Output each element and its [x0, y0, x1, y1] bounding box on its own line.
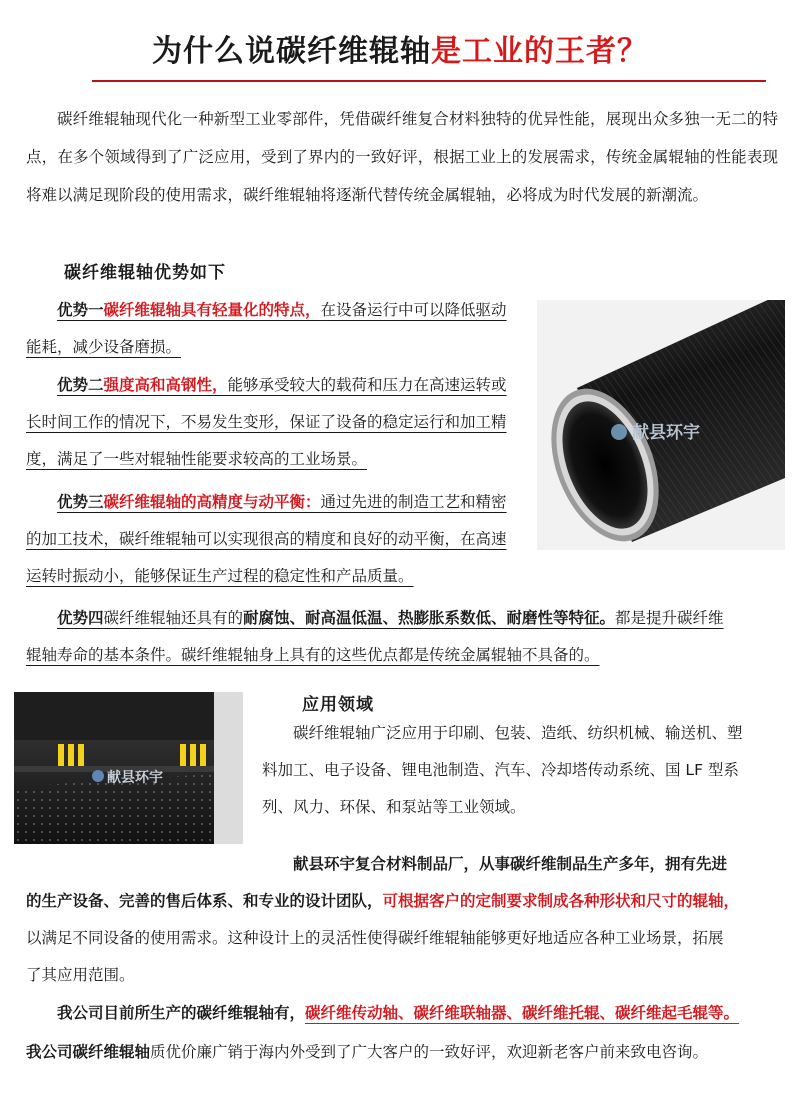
company-line3: 以满足不同设备的使用需求。这种设计上的灵活性使得碳纤维辊轴能够更好地适应各种工业场景，拓展: [26, 929, 724, 947]
advantage-4: [26, 600, 786, 674]
machine-image: [14, 692, 243, 844]
adv1-line2: 能耗，减少设备磨损。: [26, 338, 182, 356]
carbon-fiber-roller-image: [537, 300, 785, 550]
adv2-line1: 能够承受较大的载荷和压力在高速运转或: [227, 376, 507, 394]
application-heading: 应用领域: [302, 695, 374, 715]
adv4-features: 耐腐蚀、耐高温低温、热膨胀系数低、耐磨性等特征。: [243, 609, 616, 627]
products-list: 碳纤维传动轴、碳纤维联轴器、碳纤维托辊、碳纤维起毛辊等。: [305, 1004, 740, 1022]
adv1-highlight: 碳纤维辊轴具有轻量化的特点，: [103, 301, 321, 319]
products-paragraph: [26, 995, 786, 1032]
page-title: [0, 26, 800, 70]
adv3-line1: 通过先进的制造工艺和精密: [320, 493, 507, 511]
adv4-lead: 优势四: [57, 609, 104, 627]
products-lead: 我公司目前所生产的碳纤维辊轴有，: [57, 1004, 306, 1022]
advantages-heading: 碳纤维辊轴优势如下: [64, 263, 226, 283]
adv1-lead: 优势一: [57, 301, 104, 319]
adv4-line2: 辊轴寿命的基本条件。碳纤维辊轴身上具有的这些优点都是传统金属辊轴不具备的。: [26, 646, 600, 664]
app-line1: 碳纤维辊轴广泛应用于印刷、包装、造纸、纺织机械、输送机、塑: [293, 724, 743, 742]
watermark-machine: 献县环宇: [107, 770, 163, 786]
company-line2b: 可根据客户的定制要求制成各种形状和尺寸的辊轴，: [382, 892, 740, 910]
company-line2a: 的生产设备、完善的售后体系、和专业的设计团队，: [26, 892, 383, 910]
adv4-text2: 都是提升碳纤维: [615, 609, 724, 627]
adv3-line2: 的加工技术，碳纤维辊轴可以实现很高的精度和良好的动平衡，在高速: [26, 530, 507, 548]
company-line4: 了其应用范围。: [26, 966, 135, 984]
advantage-3: [26, 484, 538, 595]
title-divider: [92, 80, 766, 82]
adv1-line1: 在设备运行中可以降低驱动: [320, 301, 507, 319]
adv2-highlight: 强度高和高钢性，: [103, 376, 228, 394]
app-line2: 料加工、电子设备、锂电池制造、汽车、冷却塔传动系统、国 LF 型系: [262, 761, 739, 779]
adv3-lead: 优势三: [57, 493, 104, 511]
application-paragraph: [262, 715, 782, 826]
adv2-lead: 优势二: [57, 376, 104, 394]
title-part2: 是工业的王者？: [431, 34, 648, 69]
closing-text: 质优价廉广销于海内外受到了广大客户的一致好评，欢迎新老客户前来致电咨询。: [150, 1043, 709, 1061]
advantage-1: [26, 292, 538, 366]
advantage-2: [26, 367, 538, 478]
adv4-text1: 碳纤维辊轴还具有的: [103, 609, 244, 627]
adv3-line3: 运转时振动小，能够保证生产过程的稳定性和产品质量。: [26, 567, 414, 585]
adv3-highlight: 碳纤维辊轴的高精度与动平衡：: [103, 493, 321, 511]
closing-lead: 我公司碳纤维辊轴: [26, 1043, 151, 1061]
adv2-line2: 长时间工作的情况下，不易发生变形，保证了设备的稳定运行和加工精: [26, 413, 507, 431]
company-line1: 献县环宇复合材料制品厂，从事碳纤维制品生产多年，拥有先进: [293, 855, 728, 873]
watermark-tube: 献县环宇: [632, 423, 700, 443]
title-part1: 为什么说碳纤维辊轴: [152, 34, 431, 69]
intro-paragraph: 碳纤维辊轴现代化一种新型工业零部件，凭借碳纤维复合材料独特的优异性能，展现出众多独一无二的特点，在多个领域得到了广泛应用，受到了界内的一致好评，根据工业上的发展需求，传统金属辊轴的性能表现将难以满足现阶段的使用需求，碳纤维辊轴将逐渐代替传统金属辊轴，必将成为时代发展的新潮流。: [26, 110, 778, 204]
app-line3: 列、风力、环保、和泵站等工业领域。: [262, 798, 526, 816]
adv2-line3: 度，满足了一些对辊轴性能要求较高的工业场景。: [26, 450, 368, 468]
company-paragraph: [26, 846, 786, 994]
closing-paragraph: [26, 1034, 786, 1071]
